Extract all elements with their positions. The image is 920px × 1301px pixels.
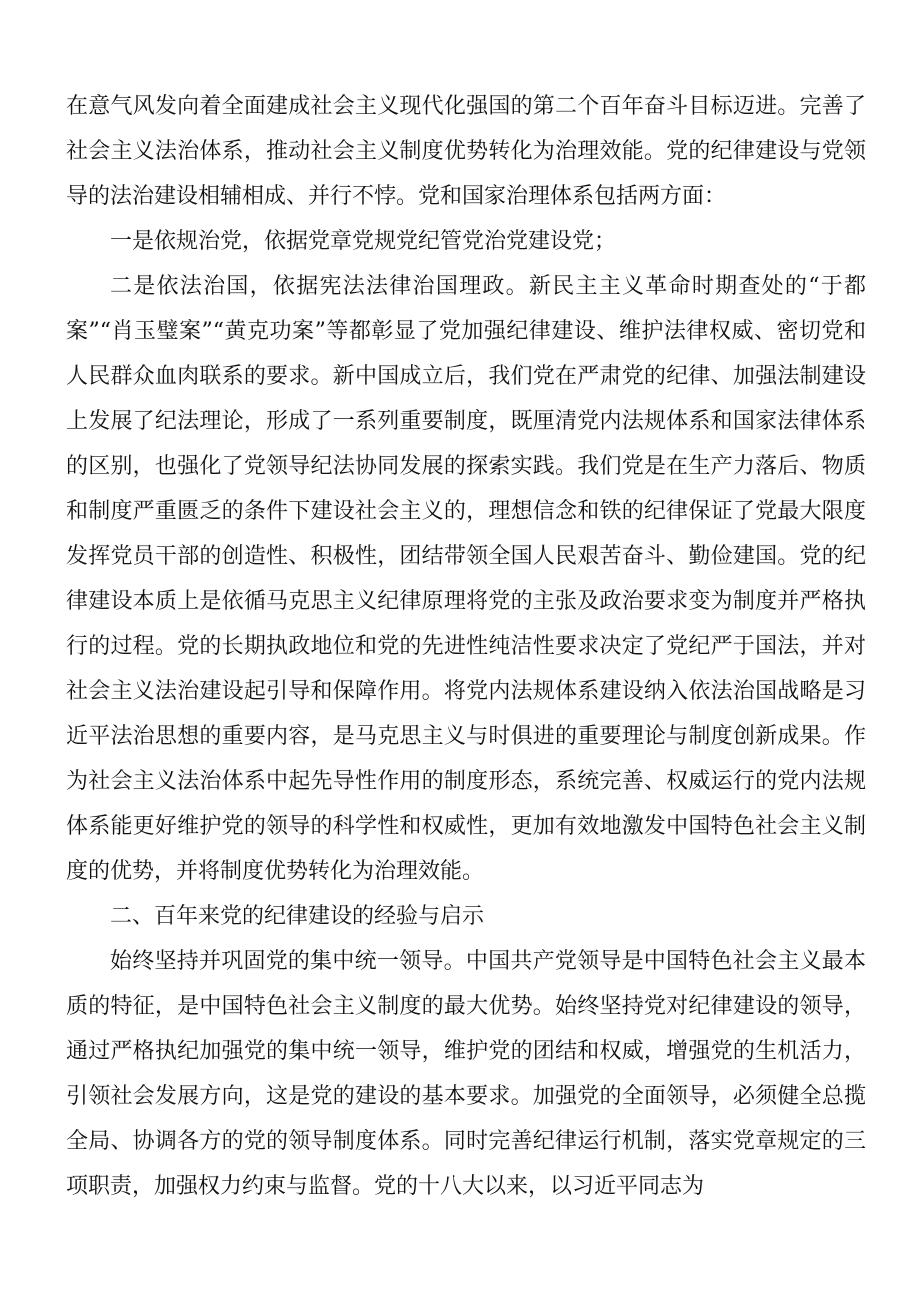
section-heading: 二、百年来党的纪律建设的经验与启示	[110, 904, 485, 929]
document-body	[66, 84, 866, 1209]
paragraph-rule-by-law: 二是依法治国，依据宪法法律治国理政。新民主主义革命时期查处的“于都案”“肖玉璧案”“黄克功案”等都彰显了党加强纪律建设、维护法律权威、密切党和人民群众血肉联系的要求。新中国成立后，我们党在严肃党的纪律、加强法制建设上发展了纪法理论，形成了一系列重要制度，既厘清党内法规体系和国家法律体系的区别，也强化了党领导纪法协同发展的探索实践。我们党是在生产力落后、物质和制度严重匮乏的条件下建设社会主义的，理想信念和铁的纪律保证了党最大限度发挥党员干部的创造性、积极性，团结带领全国人民艰苦奋斗、勤俭建国。党的纪律建设本质上是依循马克思主义纪律原理将党的主张及政治要求变为制度并严格执行的过程。党的长期执政地位和党的先进性纯洁性要求决定了党纪严于国法，并对社会主义法治建设起引导和保障作用。将党内法规体系建设纳入依法治国战略是习近平法治思想的重要内容，是马克思主义与时俱进的重要理论与制度创新成果。作为社会主义法治体系中起先导性作用的制度形态，系统完善、权威运行的党内法规体系能更好维护党的领导的科学性和权威性，更加有效地激发中国特色社会主义制度的优势，并将制度优势转化为治理效能。	[66, 274, 866, 884]
paragraph-intro: 在意气风发向着全面建成社会主义现代化强国的第二个百年奋斗目标迈进。完善了社会主义法治体系，推动社会主义制度优势转化为治理效能。党的纪律建设与党领导的法治建设相辅相成、并行不悖。党和国家治理体系包括两方面：	[66, 94, 866, 209]
paragraph-rule-by-regulations: 一是依规治党，依据党章党规党纪管党治党建设党；	[110, 229, 617, 254]
paragraph-centralized-leadership: 始终坚持并巩固党的集中统一领导。中国共产党领导是中国特色社会主义最本质的特征，是中国特色社会主义制度的最大优势。始终坚持党对纪律建设的领导，通过严格执纪加强党的集中统一领导，维护党的团结和权威，增强党的生机活力，引领社会发展方向，这是党的建设的基本要求。加强党的全面领导，必须健全总揽全局、协调各方的党的领导制度体系。同时完善纪律运行机制，落实党章规定的三项职责，加强权力约束与监督。党的十八大以来，以习近平同志为	[66, 949, 866, 1199]
